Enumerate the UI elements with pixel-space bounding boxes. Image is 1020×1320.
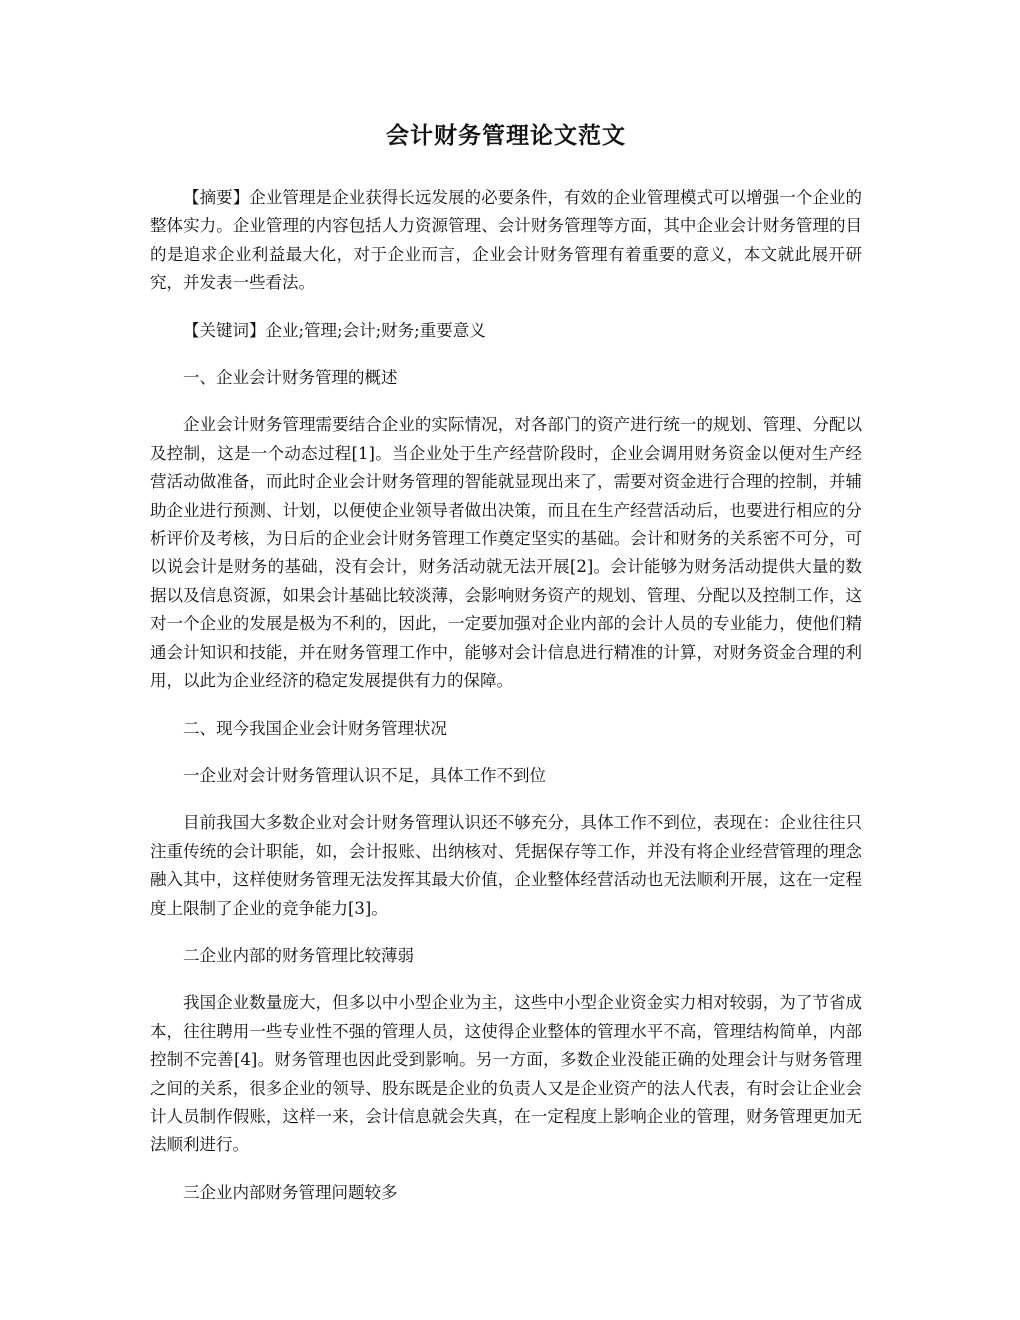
document-page: [150, 118, 862, 1226]
section-1-paragraph: 企业会计财务管理需要结合企业的实际情况，对各部门的资产进行统一的规划、管理、分配以及控制，这是一个动态过程[1]。当企业处于生产经营阶段时，企业会调用财务资金以便对生产经营活动做准备，而此时企业会计财务管理的智能就显现出来了，需要对资金进行合理的控制，并辅助企业进行预测、计划，以便使企业领导者做出决策，而且在生产经营活动后，也要进行相应的分析评价及考核，为日后的企业会计财务管理工作奠定坚实的基础。会计和财务的关系密不可分，可以说会计是财务的基础，没有会计，财务活动就无法开展[2]。会计能够为财务活动提供大量的数据以及信息资源，如果会计基础比较淡薄，会影响财务资产的规划、管理、分配以及控制工作，这对一个企业的发展是极为不利的，因此，一定要加强对企业内部的会计人员的专业能力，使他们精通会计知识和技能，并在财务管理工作中，能够对会计信息进行精准的计算，对财务资金合理的利用，以此为企业经济的稳定发展提供有力的保障。: [150, 415, 862, 691]
subsection-heading-2: 二企业内部的财务管理比较薄弱: [183, 945, 414, 965]
keywords-line: 【关键词】企业;管理;会计;财务;重要意义: [183, 320, 486, 340]
subsection-heading-3: 三企业内部财务管理问题较多: [183, 1182, 398, 1202]
subsection-heading-1: 一企业对会计财务管理认识不足，具体工作不到位: [183, 765, 546, 785]
subsection-2-paragraph: 我国企业数量庞大，但多以中小型企业为主，这些中小型企业资金实力相对较弱，为了节省成本，往往聘用一些专业性不强的管理人员，这使得企业整体的管理水平不高，管理结构简单，内部控制不完善[4]。财务管理也因此受到影响。另一方面，多数企业没能正确的处理会计与财务管理之间的关系，很多企业的领导、股东既是企业的负责人又是企业资产的法人代表，有时会让企业会计人员制作假账，这样一来，会计信息就会失真，在一定程度上影响企业的管理，财务管理更加无法顺利进行。: [150, 993, 862, 1155]
abstract-paragraph: 【摘要】企业管理是企业获得长远发展的必要条件，有效的企业管理模式可以增强一个企业的整体实力。企业管理的内容包括人力资源管理、会计财务管理等方面，其中企业会计财务管理的目的是追求企业利益最大化，对于企业而言，企业会计财务管理有着重要的意义，本文就此展开研究，并发表一些看法。: [150, 188, 862, 293]
section-heading-2: 二、现今我国企业会计财务管理状况: [183, 718, 447, 738]
document-title: 会计财务管理论文范文: [386, 122, 626, 149]
section-heading-1: 一、企业会计财务管理的概述: [183, 368, 398, 388]
subsection-1-paragraph: 目前我国大多数企业对会计财务管理认识还不够充分，具体工作不到位，表现在：企业往往只注重传统的会计职能，如，会计报账、出纳核对、凭据保存等工作，并没有将企业经营管理的理念融入其中，这样使财务管理无法发挥其最大价值，企业整体经营活动也无法顺利开展，这在一定程度上限制了企业的竞争能力[3]。: [150, 813, 862, 918]
